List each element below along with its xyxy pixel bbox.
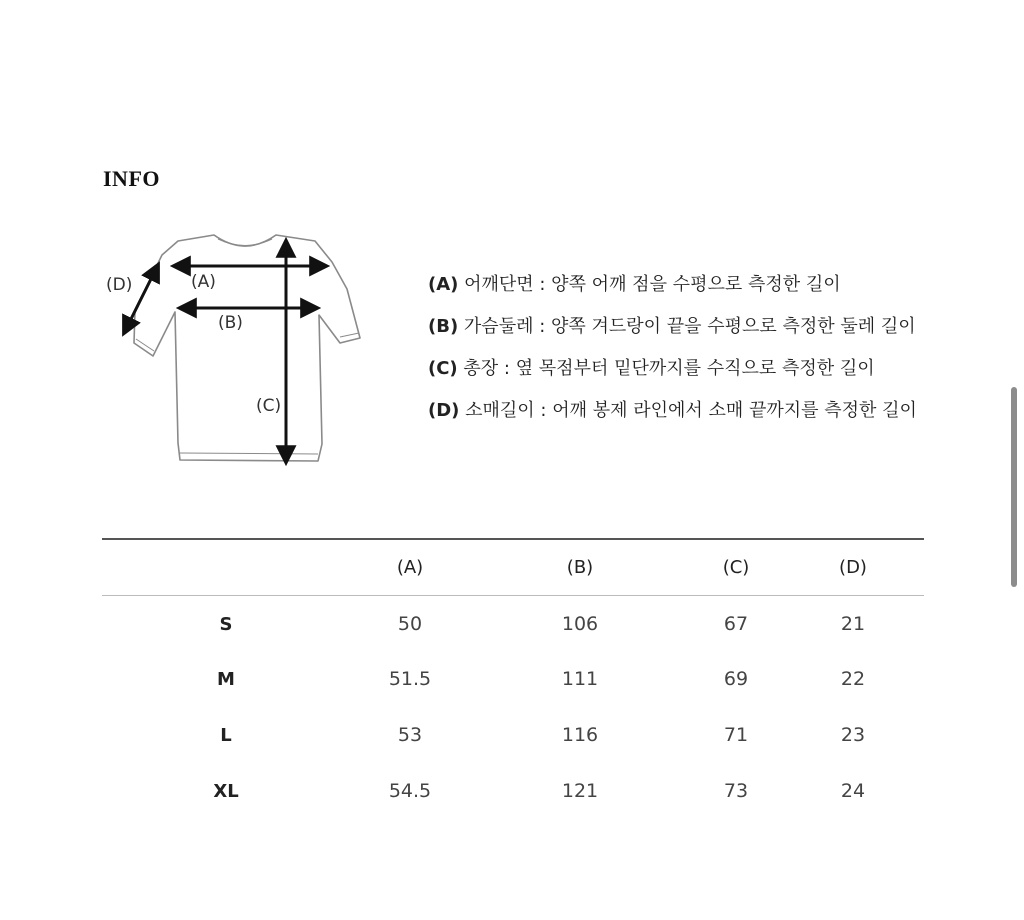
- legend-text: 가슴둘레 : 양쪽 겨드랑이 끝을 수평으로 측정한 둘레 길이: [463, 316, 916, 337]
- value-cell-d: 21: [840, 613, 866, 636]
- size-table: [102, 538, 924, 819]
- value-cell-b: 121: [561, 780, 599, 802]
- diagram-label-c: (C): [256, 396, 282, 416]
- value-cell-d: 24: [840, 780, 866, 802]
- value-cell-c: 69: [723, 668, 749, 690]
- size-cell: L: [220, 724, 232, 746]
- vertical-scrollbar[interactable]: [1011, 387, 1017, 587]
- table-row: [102, 707, 924, 763]
- table-header-row: [102, 539, 924, 595]
- value-cell-b: 116: [561, 724, 599, 746]
- value-cell-c: 67: [723, 613, 749, 636]
- legend-key: (A): [428, 274, 459, 295]
- legend-item-d: [428, 396, 988, 438]
- size-cell: XL: [213, 780, 239, 802]
- legend-text: 어깨단면 : 양쪽 어깨 점을 수평으로 측정한 길이: [464, 274, 841, 295]
- legend-key: (C): [428, 358, 458, 379]
- legend-item-c: [428, 354, 988, 396]
- diagram-label-d: (D): [106, 275, 133, 295]
- legend-key: (B): [428, 316, 459, 337]
- size-cell: M: [217, 668, 235, 690]
- header-d: (D): [782, 539, 924, 595]
- measurement-legend: [428, 270, 988, 438]
- header-a: (A): [350, 539, 470, 595]
- value-cell-b: 106: [561, 613, 599, 636]
- header-c: (C): [690, 539, 782, 595]
- tshirt-outline-icon: [134, 235, 360, 461]
- value-cell-a: 50: [397, 613, 423, 636]
- tshirt-measurement-diagram: [100, 225, 380, 475]
- legend-item-b: [428, 312, 988, 354]
- diagram-label-a: (A): [191, 272, 216, 292]
- table-row: [102, 763, 924, 819]
- table-row: [102, 595, 924, 651]
- value-cell-c: 71: [723, 724, 749, 746]
- legend-text: 총장 : 옆 목점부터 밑단까지를 수직으로 측정한 길이: [463, 358, 875, 379]
- value-cell-a: 51.5: [388, 668, 432, 690]
- legend-item-a: [428, 270, 988, 312]
- value-cell-a: 54.5: [388, 780, 432, 802]
- legend-text: 소매길이 : 어깨 봉제 라인에서 소매 끝까지를 측정한 길이: [465, 400, 917, 421]
- size-cell: S: [219, 613, 233, 635]
- value-cell-d: 23: [840, 724, 866, 746]
- value-cell-c: 73: [723, 780, 749, 802]
- diagram-label-b: (B): [218, 313, 243, 333]
- legend-key: (D): [428, 400, 460, 421]
- value-cell-a: 53: [397, 724, 423, 746]
- header-size: [102, 539, 350, 595]
- value-cell-b: 111: [561, 668, 599, 690]
- table-row: [102, 651, 924, 707]
- value-cell-d: 22: [840, 668, 866, 690]
- header-b: (B): [470, 539, 690, 595]
- page-title: INFO: [103, 166, 160, 191]
